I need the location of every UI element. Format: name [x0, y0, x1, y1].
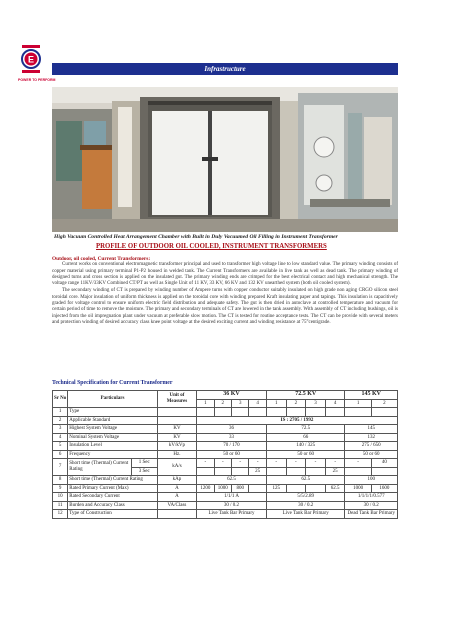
cell-duration: 1 Sec — [131, 459, 157, 468]
cell-value: - — [232, 459, 249, 468]
cell-particular: Burden and Accuracy Class — [68, 501, 158, 510]
vacuum-chamber-photo — [52, 87, 398, 232]
header-unit: Unit of Measures — [157, 391, 196, 408]
logo-tagline: POWER TO PERFORM — [18, 78, 56, 82]
table-row — [53, 450, 398, 459]
cell-particular: Rated Secondary Current — [68, 493, 158, 502]
cell-sr: 3 — [53, 425, 68, 434]
table-row — [53, 501, 398, 510]
sub-header: 4 — [325, 399, 345, 408]
cell-value: 800 — [232, 484, 249, 493]
cell-value: 30 / 0.2 — [345, 501, 398, 510]
table-row — [53, 433, 398, 442]
header-72kv: 72.5 KV — [266, 391, 345, 400]
cell-value: - — [306, 459, 326, 468]
cell-value: 62.5 — [197, 476, 267, 485]
cell-value: 40 — [371, 459, 397, 468]
table-row — [53, 425, 398, 434]
cell-sr: 9 — [53, 484, 68, 493]
paragraph-1: Current works on conventional electromagnetic transformer principal and used to transformer high voltage line to low standard value. The primary winding consists of copper material using primary terminal P1-P2 housed in welded tank. The Current Transformers are available in live tank as well as dead tank. The primary winding of designed turns and cross section is applied on the insulated gut. The primary winding ends are crimped for the best electrical contact and high mechanical strength. The voltage range 11KV/33KV Combined CT/PT as well as Single Unit of 11 KV, 33 KV, 66 KV and 132 KV unearthed system (both oil cooled system). — [52, 262, 398, 287]
spec-table — [52, 390, 398, 519]
cell-value: 1000 — [214, 484, 231, 493]
cell-value: 100 — [345, 476, 398, 485]
cell-unit: VA/Class — [157, 501, 196, 510]
company-logo — [20, 42, 42, 76]
cell-value: - — [249, 459, 266, 468]
cell-value: - — [345, 459, 371, 468]
cell-value: 62.5 — [266, 476, 345, 485]
sub-header: 1 — [197, 399, 214, 408]
cell-value: 275 / 650 — [345, 442, 398, 451]
cell-value: Live Tank Bar Primary — [266, 510, 345, 519]
cell-value: 72.5 — [266, 425, 345, 434]
table-row — [53, 484, 398, 493]
subheading: Outdoor, oil cooled, Current Transformers: — [52, 256, 151, 262]
photo-caption: High Vacuum Controlled Heat Arrangement Chamber with Built in Duly Vacuumed Oil Filling in Instrument Transformer — [54, 234, 338, 240]
cell-sr: 10 — [53, 493, 68, 502]
cell-value: - — [214, 459, 231, 468]
cell-value: Dead Tank Bar Primary — [345, 510, 398, 519]
cell-sr: 4 — [53, 433, 68, 442]
cell-unit: A — [157, 493, 196, 502]
header-145kv: 145 KV — [345, 391, 398, 400]
cell-unit — [157, 416, 196, 425]
cell-particular: Type — [68, 408, 158, 417]
sub-header: 2 — [286, 399, 306, 408]
cell-sr: 11 — [53, 501, 68, 510]
cell-value: - — [266, 459, 286, 468]
header-sr: Sr No — [53, 391, 68, 408]
cell-particular: Nominal System Voltage — [68, 433, 158, 442]
header-36kv: 36 KV — [197, 391, 267, 400]
cell-value: 66 — [266, 433, 345, 442]
cell-value: 33 — [197, 433, 267, 442]
cell-duration: 3 Sec — [131, 467, 157, 476]
profile-body — [52, 256, 398, 327]
sub-header: 3 — [306, 399, 326, 408]
cell-sr: 1 — [53, 408, 68, 417]
cell-value: 25 — [249, 467, 266, 476]
cell-sr: 12 — [53, 510, 68, 519]
cell-value: - — [325, 459, 345, 468]
cell-value: 140 / 325 — [266, 442, 345, 451]
cell-value: 5/5/2.89 — [266, 493, 345, 502]
cell-value: IS : 2705 / 1992 — [197, 416, 398, 425]
cell-unit — [157, 510, 196, 519]
cell-value: 30 / 0.2 — [266, 501, 345, 510]
cell-sr: 6 — [53, 450, 68, 459]
cell-value: - — [286, 459, 306, 468]
cell-value: 1600 — [371, 484, 397, 493]
sub-header: 2 — [214, 399, 231, 408]
cell-value: 1/1/1 A — [197, 493, 267, 502]
table-row — [53, 416, 398, 425]
cell-value: Live Tank Bar Primary — [197, 510, 267, 519]
infrastructure-banner: Infrastructure — [52, 63, 398, 75]
cell-unit: kV/kVp — [157, 442, 196, 451]
cell-particular: Frequency — [68, 450, 158, 459]
cell-unit: KV — [157, 425, 196, 434]
table-row — [53, 493, 398, 502]
cell-unit: KV — [157, 433, 196, 442]
cell-sr: 7 — [53, 459, 68, 476]
cell-unit: Hz. — [157, 450, 196, 459]
cell-unit: A — [157, 484, 196, 493]
cell-value: 62.5 — [325, 484, 345, 493]
cell-value: 36 — [197, 425, 267, 434]
cell-unit — [157, 408, 196, 417]
table-row — [53, 459, 398, 468]
cell-sr: 2 — [53, 416, 68, 425]
cell-value: 25 — [325, 467, 345, 476]
cell-particular: Short time (Thermal) Current Rating — [68, 459, 131, 476]
cell-particular: Short time (Thermal) Current Rating — [68, 476, 158, 485]
cell-value: 50 or 60 — [197, 450, 267, 459]
profile-title: PROFILE OF OUTDOOR OIL COOLED, INSTRUMENT TRANSFORMERS — [96, 243, 327, 250]
cell-sr: 5 — [53, 442, 68, 451]
cell-particular: Rated Primary Current (Max) — [68, 484, 158, 493]
sub-header: 3 — [232, 399, 249, 408]
cell-unit: kAp — [157, 476, 196, 485]
cell-particular: Applicable Standard — [68, 416, 158, 425]
spec-title: Technical Specification for Current Transformer — [52, 380, 173, 386]
header-particulars: Particulars — [68, 391, 158, 408]
cell-value: 50 or 60 — [266, 450, 345, 459]
cell-particular: Insulation Level — [68, 442, 158, 451]
cell-value: 1200 — [197, 484, 214, 493]
sub-header: 4 — [249, 399, 266, 408]
cell-value: 70 / 170 — [197, 442, 267, 451]
cell-particular: Highest System Voltage — [68, 425, 158, 434]
cell-value: 1/1/1/1/0.577 — [345, 493, 398, 502]
cell-value: 30 / 0.2 — [197, 501, 267, 510]
table-row — [53, 442, 398, 451]
cell-value: 125 — [266, 484, 286, 493]
cell-particular: Type of Construction — [68, 510, 158, 519]
table-row — [53, 408, 398, 417]
cell-value: 145 — [345, 425, 398, 434]
cell-value: 132 — [345, 433, 398, 442]
table-row — [53, 510, 398, 519]
sub-header: 1 — [345, 399, 371, 408]
cell-value: 50 or 60 — [345, 450, 398, 459]
cell-sr: 8 — [53, 476, 68, 485]
sub-header: 2 — [371, 399, 397, 408]
cell-unit: kA/s — [157, 459, 196, 476]
cell-value: 1000 — [345, 484, 371, 493]
cell-value: - — [197, 459, 214, 468]
table-row — [53, 476, 398, 485]
sub-header: 1 — [266, 399, 286, 408]
paragraph-2: The secondary winding of CT is prepared by winding number of Ampere turns with copper conductor suitably insulated on high grade non aging CRGO silicon steel toroidal core. Major insulation of uniform thickness is applied on the toroidal core with winding prepared Kraft insulating paper and tapings. This insulation is capacitively graded for voltage control to ensure uniform electric field distribution and adequate safety. The gut is then dried in autoclave at controlled temperature and vacuum for certain period of time to remove the moisture. The primary and secondary terminals of CT are lowered in the tank assembly. With assembly of CT including bushings, oil is injected from the oil impregnation plant under vacuum at preferable slow motion. The CT is tested for routine acceptance tests. The CT can be provide with several meters and protection winding of desired accuracy class knee point voltage at the desired exciting current and winding resistance at 75°centigrade. — [52, 288, 398, 325]
logo-letter: E — [27, 54, 35, 65]
